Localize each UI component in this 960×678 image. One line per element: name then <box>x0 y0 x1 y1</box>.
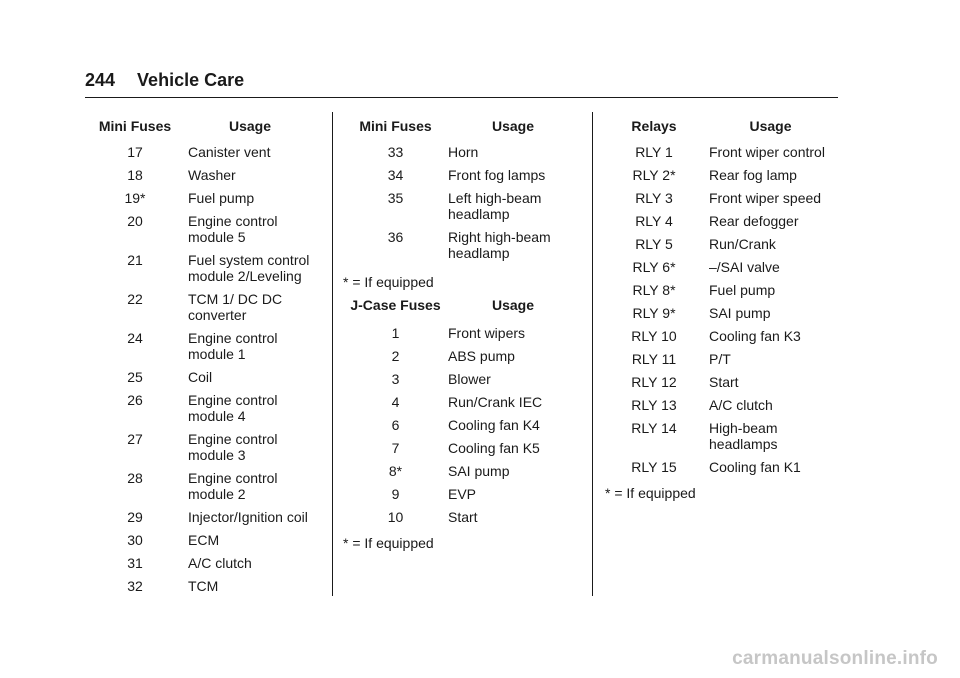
fuse-id: 8* <box>388 463 403 479</box>
fuse-usage: Right high-beam headlamp <box>448 229 551 261</box>
fuse-id: 17 <box>127 144 143 160</box>
table-body <box>605 144 850 475</box>
table-row <box>605 259 850 275</box>
table-header <box>343 297 588 313</box>
table-row <box>605 420 850 452</box>
fuse-id: 9 <box>391 486 400 502</box>
fuse-id: 19* <box>124 190 146 206</box>
fuse-id: RLY 1 <box>635 144 673 160</box>
relays-table <box>605 118 850 501</box>
table-row <box>343 229 588 261</box>
fuse-usage: –/SAI valve <box>709 259 780 275</box>
fuse-id: 34 <box>387 167 404 183</box>
fuse-usage: Engine control module 3 <box>188 431 278 463</box>
fuse-id: RLY 12 <box>631 374 677 390</box>
fuse-id: 4 <box>391 394 400 410</box>
section-title: Vehicle Care <box>137 70 245 90</box>
fuse-usage: TCM 1/ DC DC converter <box>188 291 283 323</box>
fuse-id: 33 <box>387 144 404 160</box>
fuse-usage: A/C clutch <box>709 397 773 413</box>
mini-fuses-table-1 <box>95 118 330 601</box>
fuse-id: RLY 15 <box>631 459 677 475</box>
table-row <box>95 392 330 424</box>
table-row <box>605 351 850 367</box>
table-row <box>95 291 330 323</box>
header-usage: Usage <box>228 118 272 134</box>
fuse-usage: Washer <box>188 167 236 183</box>
table-row <box>605 236 850 252</box>
fuse-id: 7 <box>391 440 400 456</box>
table-row <box>343 144 588 160</box>
table-row <box>343 167 588 183</box>
watermark: carmanualsonline.info <box>732 648 938 669</box>
table-row <box>343 394 588 410</box>
footnote: * = If equipped <box>343 535 434 551</box>
header-mini-fuses: Mini Fuses <box>98 118 172 134</box>
fuse-usage: Injector/Ignition coil <box>188 509 308 525</box>
fuse-id: 26 <box>127 392 143 408</box>
fuse-id: RLY 6* <box>632 259 676 275</box>
header-mini-fuses: Mini Fuses <box>359 118 432 134</box>
fuse-usage: Engine control module 5 <box>188 213 278 245</box>
table-header <box>605 118 850 144</box>
fuse-usage: Start <box>448 509 478 525</box>
fuse-id: RLY 10 <box>631 328 677 344</box>
table-row <box>95 213 330 245</box>
fuse-usage: Left high-beam headlamp <box>448 190 542 222</box>
fuse-id: RLY 3 <box>635 190 673 206</box>
table-row <box>605 459 850 475</box>
fuse-usage: Cooling fan K4 <box>448 417 540 433</box>
fuse-usage: Run/Crank IEC <box>448 394 543 410</box>
fuse-usage: Rear defogger <box>709 213 799 229</box>
table-row <box>95 167 330 183</box>
fuse-id: 27 <box>127 431 143 447</box>
table-row <box>95 144 330 160</box>
fuse-id: 6 <box>391 417 400 433</box>
header-usage: Usage <box>491 297 535 313</box>
header-usage: Usage <box>749 118 792 134</box>
fuse-id: 22 <box>127 291 143 307</box>
fuse-id: RLY 5 <box>635 236 673 252</box>
fuse-id: RLY 14 <box>631 420 677 436</box>
table-row <box>343 509 588 525</box>
fuse-id: 31 <box>127 555 143 571</box>
header-j-case-fuses: J-Case Fuses <box>350 297 441 313</box>
header-usage: Usage <box>491 118 535 134</box>
table-row <box>95 369 330 385</box>
table-row <box>343 486 588 502</box>
fuse-usage: Front wiper speed <box>709 190 822 206</box>
table-row <box>605 190 850 206</box>
fuse-id: 21 <box>127 252 143 268</box>
fuse-id: 1 <box>391 325 400 341</box>
fuse-usage: Canister vent <box>188 144 271 160</box>
table-row <box>95 252 330 284</box>
fuse-usage: Run/Crank <box>709 236 776 252</box>
table-row <box>605 374 850 390</box>
table-row <box>95 578 330 594</box>
table-body <box>95 144 330 594</box>
fuse-id: RLY 9* <box>632 305 676 321</box>
table-row <box>343 190 588 222</box>
fuse-id: 18 <box>127 167 143 183</box>
table-header <box>95 118 330 144</box>
footnote: * = If equipped <box>343 274 434 290</box>
fuse-usage: Engine control module 1 <box>188 330 278 362</box>
column-divider-1 <box>332 112 333 596</box>
fuse-usage: Fuel pump <box>188 190 255 206</box>
table-row <box>95 431 330 463</box>
fuse-usage: ABS pump <box>448 348 515 364</box>
table-row <box>95 555 330 571</box>
table-row <box>343 440 588 456</box>
fuse-id: 29 <box>127 509 143 525</box>
fuse-usage: Engine control module 4 <box>188 392 278 424</box>
fuse-id: 28 <box>127 470 143 486</box>
fuse-usage: Front fog lamps <box>448 167 546 183</box>
fuse-id: 24 <box>127 330 143 346</box>
fuse-usage: SAI pump <box>448 463 510 479</box>
table-row <box>95 509 330 525</box>
fuse-id: 3 <box>391 371 400 387</box>
table-row <box>343 348 588 364</box>
fuse-tables-column-2 <box>343 118 588 551</box>
table-row <box>95 470 330 502</box>
fuse-id: 2 <box>391 348 400 364</box>
table-body <box>343 325 588 525</box>
table-row <box>343 325 588 341</box>
fuse-usage: Rear fog lamp <box>709 167 797 183</box>
fuse-usage: Cooling fan K1 <box>709 459 801 475</box>
fuse-usage: High-beam headlamps <box>709 420 778 452</box>
fuse-id: RLY 2* <box>632 167 676 183</box>
table-row <box>605 328 850 344</box>
table-row <box>343 463 588 479</box>
fuse-usage: Horn <box>448 144 479 160</box>
page-number: 244 <box>85 70 116 90</box>
fuse-usage: P/T <box>709 351 731 367</box>
table-header <box>343 118 588 144</box>
page-header <box>85 70 244 91</box>
table-row <box>605 167 850 183</box>
fuse-usage: Coil <box>188 369 213 385</box>
table-row <box>343 417 588 433</box>
fuse-id: 20 <box>127 213 143 229</box>
fuse-usage: SAI pump <box>709 305 771 321</box>
fuse-id: 36 <box>387 229 404 245</box>
fuse-id: 25 <box>127 369 143 385</box>
fuse-id: 32 <box>127 578 143 594</box>
fuse-usage: Cooling fan K5 <box>448 440 540 456</box>
fuse-usage: EVP <box>448 486 477 502</box>
table-row <box>605 305 850 321</box>
fuse-usage: TCM <box>188 578 219 594</box>
fuse-usage: Front wipers <box>448 325 526 341</box>
fuse-id: RLY 8* <box>632 282 676 298</box>
table-body <box>343 144 588 261</box>
fuse-usage: Front wiper control <box>709 144 825 160</box>
header-relays: Relays <box>631 118 677 134</box>
table-row <box>95 330 330 362</box>
fuse-usage: Cooling fan K3 <box>709 328 801 344</box>
table-row <box>605 213 850 229</box>
header-rule <box>85 97 838 98</box>
table-row <box>605 282 850 298</box>
fuse-id: RLY 13 <box>631 397 677 413</box>
fuse-usage: Engine control module 2 <box>188 470 278 502</box>
fuse-id: RLY 11 <box>631 351 677 367</box>
fuse-id: 10 <box>387 509 404 525</box>
fuse-id: RLY 4 <box>635 213 673 229</box>
table-row <box>605 397 850 413</box>
fuse-usage: Fuel pump <box>709 282 776 298</box>
fuse-usage: Fuel system control module 2/Leveling <box>188 252 310 284</box>
table-row <box>605 144 850 160</box>
fuse-usage: ECM <box>188 532 220 548</box>
fuse-usage: Blower <box>448 371 491 387</box>
fuse-id: 30 <box>127 532 143 548</box>
fuse-id: 35 <box>387 190 404 206</box>
table-row <box>343 371 588 387</box>
footnote: * = If equipped <box>605 485 696 501</box>
table-row <box>95 190 330 206</box>
fuse-usage: Start <box>709 374 739 390</box>
table-row <box>95 532 330 548</box>
fuse-usage: A/C clutch <box>188 555 252 571</box>
column-divider-2 <box>592 112 593 596</box>
